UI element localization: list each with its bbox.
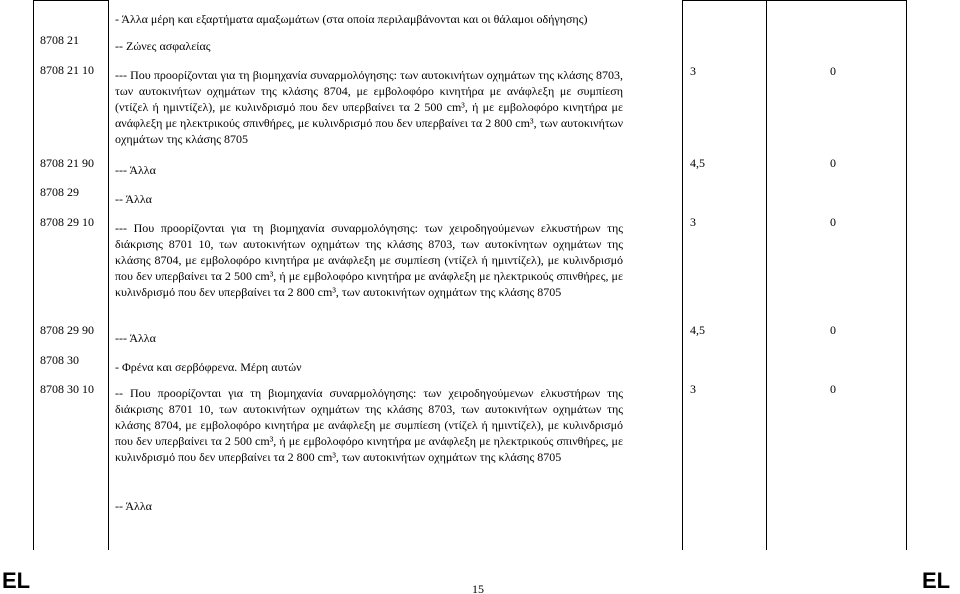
table-row-desc: -- Ζώνες ασφαλείας <box>115 39 211 53</box>
table-row-desc: --- Που προορίζονται για τη βιομηχανία συναρμολόγησης: των χειροδηγούμενων ελκυστήρων της διάκρισης 8701 10, των αυτοκινήτων οχημάτων της κλάσης 8703, των αυτοκίνητων οχημάτων της κλάσης 8704, με εμβολοφόρο κινητήρα με ανάφλεξη με συμπίεση (ντίζελ ή ημιντίζελ), με κυλινδρισμό που δεν υπερβαίνει τα 2 500 cm³, ή με εμβολοφόρο κινητήρα με ανάφλεξη με ηλεκτρικούς σπινθήρες, με κυλινδρισμό που δεν υπερβαίνει τα 2 800 cm³, των αυτοκινήτων οχημάτων της κλάσης 8705 <box>115 221 623 299</box>
duty-rate-b: 0 <box>830 215 836 229</box>
footer-language-label-right: EL <box>922 568 951 593</box>
duty-rate-b: 0 <box>830 323 836 337</box>
footer-language-label-left: EL <box>2 568 31 593</box>
table-border-left <box>33 0 34 550</box>
duty-rate-b: 0 <box>830 382 836 396</box>
duty-rate-a: 3 <box>690 215 696 229</box>
column-divider-rate2 <box>906 0 907 550</box>
table-top-segment-code <box>33 0 109 1</box>
table-row-rate <box>690 214 836 230</box>
table-top-segment-rate <box>682 0 907 1</box>
table-row-desc: --- Άλλα <box>115 163 156 177</box>
column-divider-code <box>108 0 109 550</box>
duty-rate-b: 0 <box>830 156 836 170</box>
duty-rate-b: 0 <box>830 64 836 78</box>
duty-rate-a: 3 <box>690 382 696 396</box>
table-row-rate <box>690 155 836 171</box>
table-row-desc: --- Που προορίζονται για τη βιομηχανία συναρμολόγησης: των αυτοκινήτων οχημάτων της κλάσης 8703, των αυτοκινήτων οχημάτων της κλάσης 8704, με εμβολοφόρο κινητήρα με ανάφλεξη με συμπίεση (ντίζελ ή ημιντίζελ), με κυλινδρισμό που δεν υπερβαίνει τα 2 500 cm³, ή με εμβολοφόρο κινητήρα με ανάφλεξη με ηλεκτρικούς σπινθήρες, με κυλινδρισμό που δεν υπερβαίνει τα 2 800 cm³, των αυτοκινήτων οχημάτων της κλάσης 8705 <box>115 68 623 146</box>
table-row-code: 8708 29 90 <box>40 323 94 337</box>
table-row-desc: - Φρένα και σερβόφρενα. Μέρη αυτών <box>115 360 302 374</box>
duty-rate-a: 3 <box>690 64 696 78</box>
table-row-code: 8708 21 <box>40 33 79 47</box>
table-row-code: 8708 29 10 <box>40 215 94 229</box>
table-row-desc: -- Άλλα <box>115 499 152 513</box>
table-row-code: 8708 21 10 <box>40 63 94 77</box>
table-row-code: 8708 21 90 <box>40 156 94 170</box>
table-row-code: 8708 29 <box>40 185 79 199</box>
column-divider-desc <box>682 0 683 550</box>
table-row-desc: -- Άλλα <box>115 192 152 206</box>
table-row-code: 8708 30 10 <box>40 382 94 396</box>
table-row-desc: --- Άλλα <box>115 331 156 345</box>
page-number: 15 <box>472 582 484 594</box>
table-row-desc: -- Που προορίζονται για τη βιομηχανία συναρμολόγησης: των χειροδηγούμενων ελκυστήρων της διάκρισης 8701 10, των αυτοκινήτων οχημάτων της κλάσης 8703, των αυτοκινήτων οχημάτων της κλάσης 8704, με εμβολοφόρο κινητήρα με ανάφλεξη με συμπίεση (ντίζελ ή ημιντίζελ), με κυλινδρισμό που δεν υπερβαίνει τα 2 500 cm³, ή με εμβολοφόρο κινητήρα με ανάφλεξη με ηλεκτρικούς σπινθήρες, με κυλινδρισμό που δεν υπερβαίνει τα 2 800 cm³, των αυτοκινήτων οχημάτων της κλάσης 8705 <box>115 386 623 464</box>
table-row-rate <box>690 63 836 79</box>
table-row-code: 8708 30 <box>40 353 79 367</box>
column-divider-rate <box>766 0 767 550</box>
duty-rate-a: 4,5 <box>690 156 705 170</box>
duty-rate-a: 4,5 <box>690 323 705 337</box>
table-row-rate <box>690 381 836 397</box>
table-row-desc: - Άλλα μέρη και εξαρτήματα αμαξωμάτων (στα οποία περιλαμβάνονται και οι θάλαμοι οδήγησης) <box>115 12 588 26</box>
table-row-rate <box>690 322 836 338</box>
